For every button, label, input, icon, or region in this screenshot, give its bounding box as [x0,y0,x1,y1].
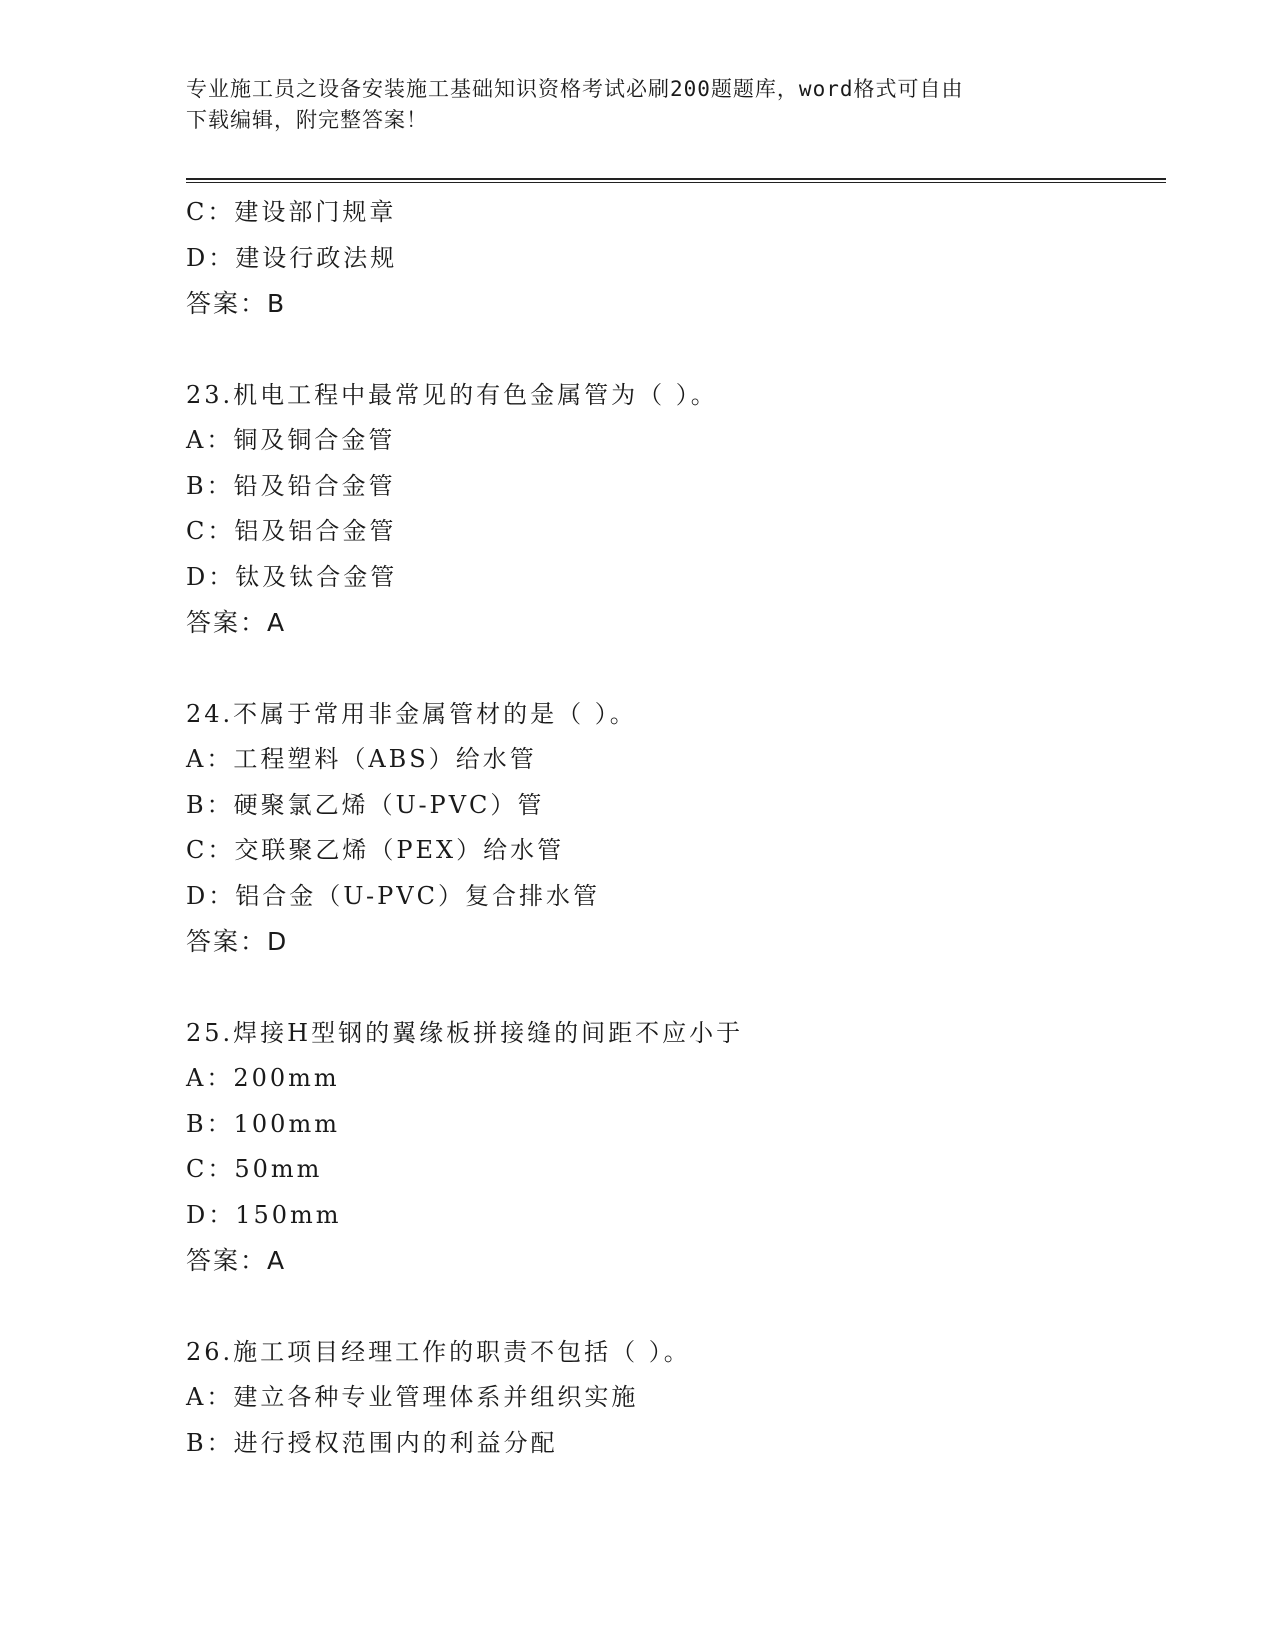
header-title-line-1: 专业施工员之设备安装施工基础知识资格考试必刷200题题库，word格式可自由 [186,77,964,101]
option-c: C：50mm [186,1155,323,1183]
question-23 [186,373,1166,646]
question-stem: 23.机电工程中最常见的有色金属管为（ ）。 [186,380,718,409]
option-a: A：工程塑料（ABS）给水管 [186,745,537,773]
answer-line: 答案：A [186,1246,287,1275]
option-b: B：铅及铅合金管 [186,471,396,500]
option-d: D：铝合金（U-PVC）复合排水管 [186,881,600,910]
option-c: C：建设部门规章 [186,198,397,226]
answer-line: 答案：D [186,927,289,956]
option-b: B：硬聚氯乙烯（U-PVC）管 [186,790,545,819]
option-a: A：200mm [186,1064,340,1092]
header-divider [186,178,1166,183]
option-d: D：150mm [186,1200,342,1229]
question-content [186,190,1166,1466]
spacer [186,327,1166,373]
option-a: A：建立各种专业管理体系并组织实施 [186,1383,639,1411]
question-22-partial [186,190,1166,327]
header-title-line-2: 下载编辑，附完整答案！ [186,108,428,132]
option-d: D：钛及钛合金管 [186,562,398,591]
spacer [186,1284,1166,1330]
spacer [186,965,1166,1011]
question-25 [186,1011,1166,1284]
answer-line: 答案：A [186,608,287,637]
option-c: C：铝及铝合金管 [186,517,397,545]
option-c: C：交联聚乙烯（PEX）给水管 [186,836,565,864]
question-stem: 25.焊接H型钢的翼缘板拼接缝的间距不应小于 [186,1018,744,1047]
option-b: B：100mm [186,1109,340,1138]
option-d: D：建设行政法规 [186,243,398,272]
option-a: A：铜及铜合金管 [186,426,396,454]
question-26 [186,1330,1166,1467]
spacer [186,646,1166,692]
question-stem: 26.施工项目经理工作的职责不包括（ ）。 [186,1337,691,1366]
question-24 [186,692,1166,965]
answer-line: 答案：B [186,289,287,318]
option-b: B：进行授权范围内的利益分配 [186,1428,558,1457]
document-header [186,74,1086,136]
question-stem: 24.不属于常用非金属管材的是（ ）。 [186,699,637,728]
